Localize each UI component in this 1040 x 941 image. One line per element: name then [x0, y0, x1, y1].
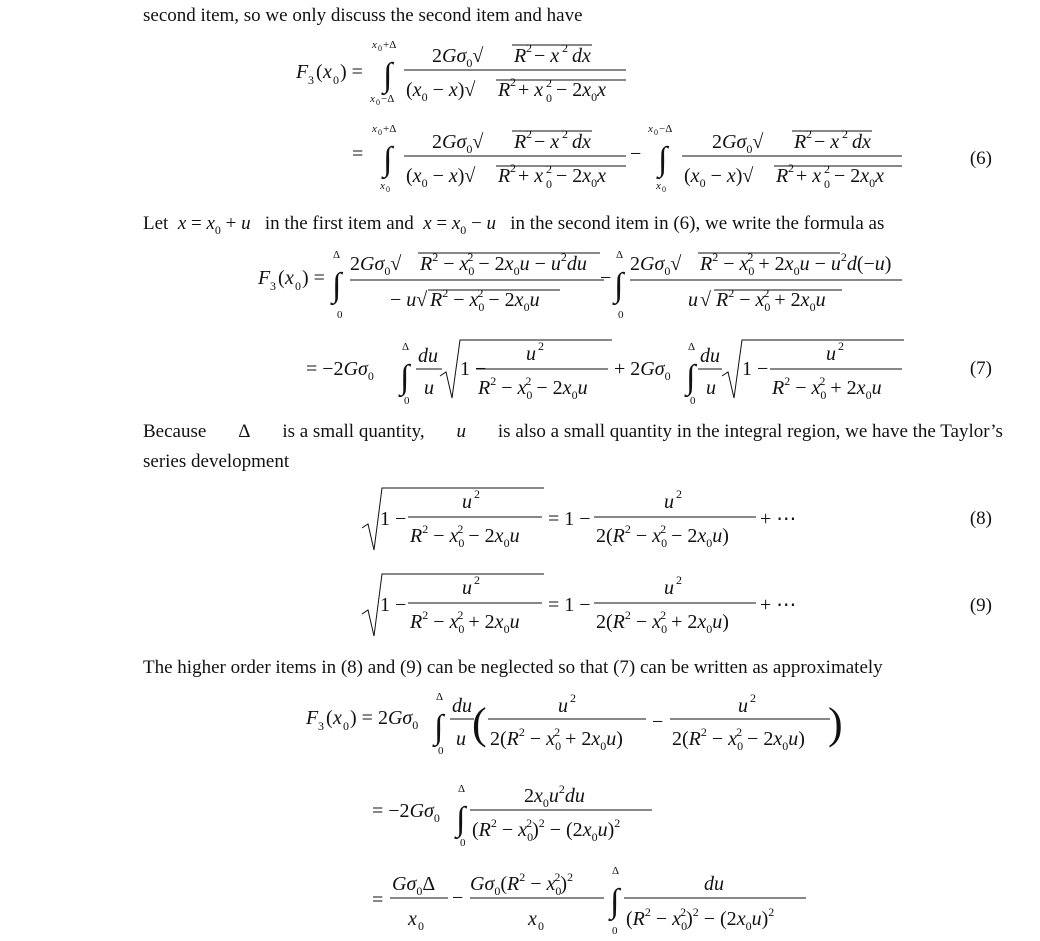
- svg-text:2(R2 − x02 + 2x0u): $2(R^2 - x_02 + 2x_0u)$: [596, 608, 729, 636]
- svg-text:2: 2: [562, 127, 568, 141]
- equation-f3-definition: [295, 39, 626, 107]
- svg-text:0: 0: [618, 309, 624, 321]
- svg-text:1 −: 1 −: [460, 358, 487, 380]
- svg-text:∫: ∫: [383, 141, 393, 178]
- equation-approx-2: [372, 782, 652, 849]
- svg-text:0: 0: [404, 395, 410, 407]
- svg-text:2Gσ0√: $2G\sigma_0√$: [350, 253, 402, 278]
- svg-text:1 −: 1 −: [380, 508, 407, 530]
- svg-text:R2 − x02 + 2x0u − u2d(−u): $R^2 - x_02 + 2x_0u - u^2d(-u)$: [700, 250, 892, 278]
- svg-text:R2 − x02 − 2x0u: $R^2 - x_02 - 2x_0u$: [478, 374, 588, 402]
- svg-text:R: R: [498, 165, 511, 187]
- svg-text:u: u: [826, 343, 836, 365]
- equation-approx: [305, 691, 843, 757]
- svg-text:) =: ) =: [340, 61, 363, 83]
- svg-text:(R2 − x02)2 − (2x0u)2: $(R^2 - x_02)^2 - (2x_0u)^2$: [472, 816, 621, 844]
- svg-text:(: (: [278, 267, 285, 289]
- svg-text:0: 0: [662, 185, 666, 194]
- svg-text:F: F: [258, 267, 271, 289]
- svg-text:u: u: [738, 695, 748, 717]
- substitution-2: x: [418, 213, 432, 234]
- svg-text:3: 3: [318, 719, 324, 733]
- text-series-line: series development: [143, 451, 290, 472]
- svg-text:2: 2: [510, 75, 516, 89]
- let-mid-2: in the second item in (6), we write the formula as: [510, 213, 885, 234]
- svg-text:2Gσ0√: $2G\sigma_0√$: [712, 131, 764, 156]
- svg-text:∫: ∫: [400, 359, 410, 396]
- svg-text:Δ: Δ: [333, 249, 341, 261]
- svg-text:− 2x0x: − $2x_0x$: [556, 165, 607, 190]
- svg-text:− x: − x: [534, 45, 560, 67]
- svg-text:−: −: [652, 711, 664, 733]
- svg-text:∫: ∫: [686, 359, 696, 396]
- svg-text:= −2Gσ0: = $-2G\sigma_0$: [372, 800, 440, 825]
- svg-text:x: x: [528, 908, 537, 930]
- text-line-intro: second item, so we only discuss the second item and have: [143, 5, 583, 26]
- svg-text:0: 0: [386, 185, 390, 194]
- svg-text:u: u: [688, 289, 698, 311]
- svg-text:0: 0: [546, 91, 552, 105]
- because-mid: is a small quantity,: [282, 421, 425, 442]
- svg-text:2: 2: [526, 41, 532, 55]
- svg-text:(: (: [326, 707, 333, 729]
- svg-text:x: x: [648, 123, 653, 135]
- svg-text:R2 − x02 − 2x0u: $R^2 - x_02 - 2x_0u$: [430, 286, 540, 314]
- svg-text:x: x: [656, 180, 661, 192]
- delta-symbol: Δ: [238, 421, 251, 442]
- svg-text:u: u: [462, 577, 472, 599]
- u-symbol: u: [456, 421, 467, 442]
- svg-text:2: 2: [526, 127, 532, 141]
- svg-text:2: 2: [806, 127, 812, 141]
- svg-text:+Δ: +Δ: [383, 123, 397, 135]
- svg-text:2(R2 − x02 − 2x0u): $2(R^2 - x_02 - 2x_0u)$: [672, 725, 805, 753]
- svg-text:R2 − x02 + 2x0u: $R^2 - x_02 + 2x_0u$: [410, 608, 520, 636]
- svg-text:=: =: [372, 889, 384, 911]
- svg-text:∫: ∫: [383, 57, 393, 94]
- svg-text:R: R: [514, 131, 527, 153]
- svg-text:x: x: [380, 180, 385, 192]
- svg-text:u: u: [462, 491, 472, 513]
- svg-text:Δ: Δ: [436, 691, 444, 703]
- let-mid-1: in the first item and: [264, 213, 414, 234]
- svg-text:0: 0: [418, 919, 424, 933]
- svg-text:Δ: Δ: [612, 865, 620, 877]
- equation-number-6: (6): [969, 148, 992, 169]
- svg-text:Gσ0(R2 − x02)2: $G\sigma_0(R^2 - x_02)^2$: [470, 870, 574, 898]
- svg-text:du: du: [452, 695, 472, 717]
- svg-text:2: 2: [750, 691, 756, 705]
- svg-text:2x0u2du: $2x_0u^2du$: [524, 782, 585, 810]
- svg-text:R: R: [498, 79, 511, 101]
- svg-text:∫: ∫: [434, 709, 444, 746]
- svg-text:0: 0: [612, 925, 618, 937]
- svg-text:∫: ∫: [610, 883, 620, 920]
- svg-text:): ): [828, 699, 843, 748]
- svg-text:2: 2: [842, 127, 848, 141]
- svg-text:R: R: [776, 165, 789, 187]
- svg-text:(x0 − x)√: $(x_0 - x)√$: [406, 165, 476, 190]
- svg-text:R2 − x02 + 2x0u: $R^2 - x_02 + 2x_0u$: [772, 374, 882, 402]
- svg-text:F: F: [296, 61, 309, 83]
- svg-text:R2 − x02 − 2x0u: $R^2 - x_02 - 2x_0u$: [410, 522, 520, 550]
- equation-6-split: [352, 123, 902, 194]
- svg-text:2: 2: [546, 162, 552, 176]
- svg-text:√: √: [700, 289, 711, 311]
- svg-text:0: 0: [654, 128, 658, 137]
- equation-number-9: (9): [969, 595, 992, 616]
- svg-text:2Gσ0√: $2G\sigma_0√$: [432, 131, 484, 156]
- svg-text:2: 2: [676, 487, 682, 501]
- svg-text:2(R2 − x02 − 2x0u): $2(R^2 - x_02 - 2x_0u)$: [596, 522, 729, 550]
- svg-text:2: 2: [474, 573, 480, 587]
- svg-text:(R2 − x02)2 − (2x0u)2: $(R^2 - x_02)^2 - (2x_0u)^2$: [626, 905, 775, 933]
- svg-text:= 1 −: = 1 −: [548, 508, 591, 530]
- svg-text:− 2x0x: − $2x_0x$: [556, 79, 607, 104]
- svg-text:dx: dx: [572, 131, 591, 153]
- svg-text:+ ⋯: + ⋯: [760, 508, 797, 530]
- svg-text:R2 − x02 + 2x0u: $R^2 - x_02 + 2x_0u$: [716, 286, 826, 314]
- svg-text:0: 0: [460, 837, 466, 849]
- svg-text:3: 3: [308, 73, 314, 87]
- svg-text:2: 2: [838, 339, 844, 353]
- svg-text:x: x: [372, 123, 377, 135]
- svg-text:0: 0: [378, 128, 382, 137]
- svg-text:u: u: [664, 491, 674, 513]
- svg-text:dx: dx: [852, 131, 871, 153]
- svg-text:(x0 − x)√: $(x_0 - x)√$: [406, 79, 476, 104]
- svg-text:Δ: Δ: [402, 341, 410, 353]
- svg-text:x: x: [285, 267, 294, 289]
- svg-text:2: 2: [538, 339, 544, 353]
- svg-text:0: 0: [378, 44, 382, 53]
- svg-text:− x: − x: [534, 131, 560, 153]
- svg-text:+ x: + x: [518, 165, 544, 187]
- svg-text:0: 0: [690, 395, 696, 407]
- svg-text:2Gσ0√: $2G\sigma_0√$: [432, 45, 484, 70]
- text-let-line: Let $x = x_0 + u$ in the first item and $x = x_0 - u$ in the second item in (6), we write the formula as: [143, 213, 885, 237]
- svg-text:−: −: [452, 887, 464, 909]
- svg-text:− 2x0x: − $2x_0x$: [834, 165, 885, 190]
- svg-text:+Δ: +Δ: [383, 39, 397, 51]
- svg-text:− x: − x: [814, 131, 840, 153]
- svg-text:−Δ: −Δ: [381, 93, 395, 105]
- equation-7: [306, 339, 904, 407]
- svg-text:0: 0: [337, 309, 343, 321]
- svg-text:2(R2 − x02 + 2x0u): $2(R^2 - x_02 + 2x_0u)$: [490, 725, 623, 753]
- svg-text:0: 0: [546, 177, 552, 191]
- svg-text:= −2Gσ0: = $-2G\sigma_0$: [306, 358, 374, 383]
- svg-text:∫: ∫: [332, 267, 342, 304]
- svg-text:−: −: [600, 267, 612, 289]
- svg-text:(x0 − x)√: $(x_0 - x)√$: [684, 165, 754, 190]
- svg-text:R: R: [514, 45, 527, 67]
- equation-approx-3: [372, 865, 806, 937]
- svg-text:du: du: [700, 345, 720, 367]
- equation-9: [362, 573, 796, 636]
- svg-text:) = 2Gσ0: ) = $2G\sigma_0$: [350, 707, 419, 732]
- svg-text:0: 0: [343, 719, 349, 733]
- equation-f3-substituted: [257, 249, 902, 321]
- text-higher-order: The higher order items in (8) and (9) can be neglected so that (7) can be written as approximately: [143, 657, 883, 678]
- svg-text:du: du: [418, 345, 438, 367]
- svg-text:∫: ∫: [456, 801, 466, 838]
- svg-text:Δ: Δ: [458, 783, 466, 795]
- svg-text:u: u: [558, 695, 568, 717]
- svg-text:x: x: [372, 39, 377, 51]
- svg-text:Gσ0Δ: $G\sigma_0\Delta$: [392, 873, 436, 898]
- svg-text:0: 0: [376, 98, 380, 107]
- svg-text:2: 2: [510, 161, 516, 175]
- svg-text:+ 2Gσ0: + $2G\sigma_0$: [614, 358, 671, 383]
- svg-text:(: (: [472, 699, 487, 748]
- because-word: Because: [143, 421, 207, 442]
- svg-text:2Gσ0√: $2G\sigma_0√$: [630, 253, 682, 278]
- svg-text:−: −: [630, 143, 642, 165]
- svg-text:= 1 −: = 1 −: [548, 594, 591, 616]
- svg-text:0: 0: [538, 919, 544, 933]
- svg-text:+ x: + x: [518, 79, 544, 101]
- svg-text:−Δ: −Δ: [659, 123, 673, 135]
- svg-text:u: u: [664, 577, 674, 599]
- svg-text:du: du: [704, 873, 724, 895]
- svg-text:2: 2: [676, 573, 682, 587]
- svg-text:x: x: [408, 908, 417, 930]
- equation-8: [362, 487, 796, 550]
- svg-text:R: R: [794, 131, 807, 153]
- equation-number-8: (8): [969, 508, 992, 529]
- svg-text:F: F: [306, 707, 319, 729]
- svg-text:u: u: [456, 728, 466, 750]
- svg-text:3: 3: [270, 279, 276, 293]
- svg-text:2: 2: [546, 76, 552, 90]
- because-end: is also a small quantity in the integral region, we have the Taylor’s: [497, 421, 1003, 442]
- svg-text:=: =: [352, 143, 364, 165]
- svg-text:+ x: + x: [796, 165, 822, 187]
- svg-text:x: x: [323, 61, 332, 83]
- svg-text:2: 2: [570, 691, 576, 705]
- svg-text:∫: ∫: [658, 141, 668, 178]
- svg-text:u: u: [424, 377, 434, 399]
- svg-text:Δ: Δ: [688, 341, 696, 353]
- svg-text:0: 0: [438, 745, 444, 757]
- svg-text:x: x: [370, 93, 375, 105]
- svg-text:(: (: [316, 61, 323, 83]
- svg-text:u: u: [526, 343, 536, 365]
- svg-text:+ ⋯: + ⋯: [760, 594, 797, 616]
- svg-text:Δ: Δ: [616, 249, 624, 261]
- svg-text:dx: dx: [572, 45, 591, 67]
- svg-text:) =: ) =: [302, 267, 325, 289]
- svg-text:− u√: − u√: [390, 289, 428, 311]
- svg-text:0: 0: [333, 73, 339, 87]
- svg-text:∫: ∫: [614, 267, 624, 304]
- svg-text:x: x: [333, 707, 342, 729]
- svg-text:2: 2: [562, 41, 568, 55]
- equation-number-7: (7): [969, 358, 992, 379]
- svg-text:1 −: 1 −: [380, 594, 407, 616]
- svg-text:u: u: [706, 377, 716, 399]
- svg-text:R2 − x02 − 2x0u − u2du: $R^2 - x_02 - 2x_0u - u^2du$: [420, 250, 587, 278]
- svg-text:2: 2: [788, 161, 794, 175]
- substitution-1: x: [173, 213, 187, 234]
- svg-text:0: 0: [295, 279, 301, 293]
- svg-text:1 −: 1 −: [742, 358, 769, 380]
- svg-text:2: 2: [474, 487, 480, 501]
- svg-text:2: 2: [824, 162, 830, 176]
- svg-text:0: 0: [824, 177, 830, 191]
- let-word: Let: [143, 213, 169, 234]
